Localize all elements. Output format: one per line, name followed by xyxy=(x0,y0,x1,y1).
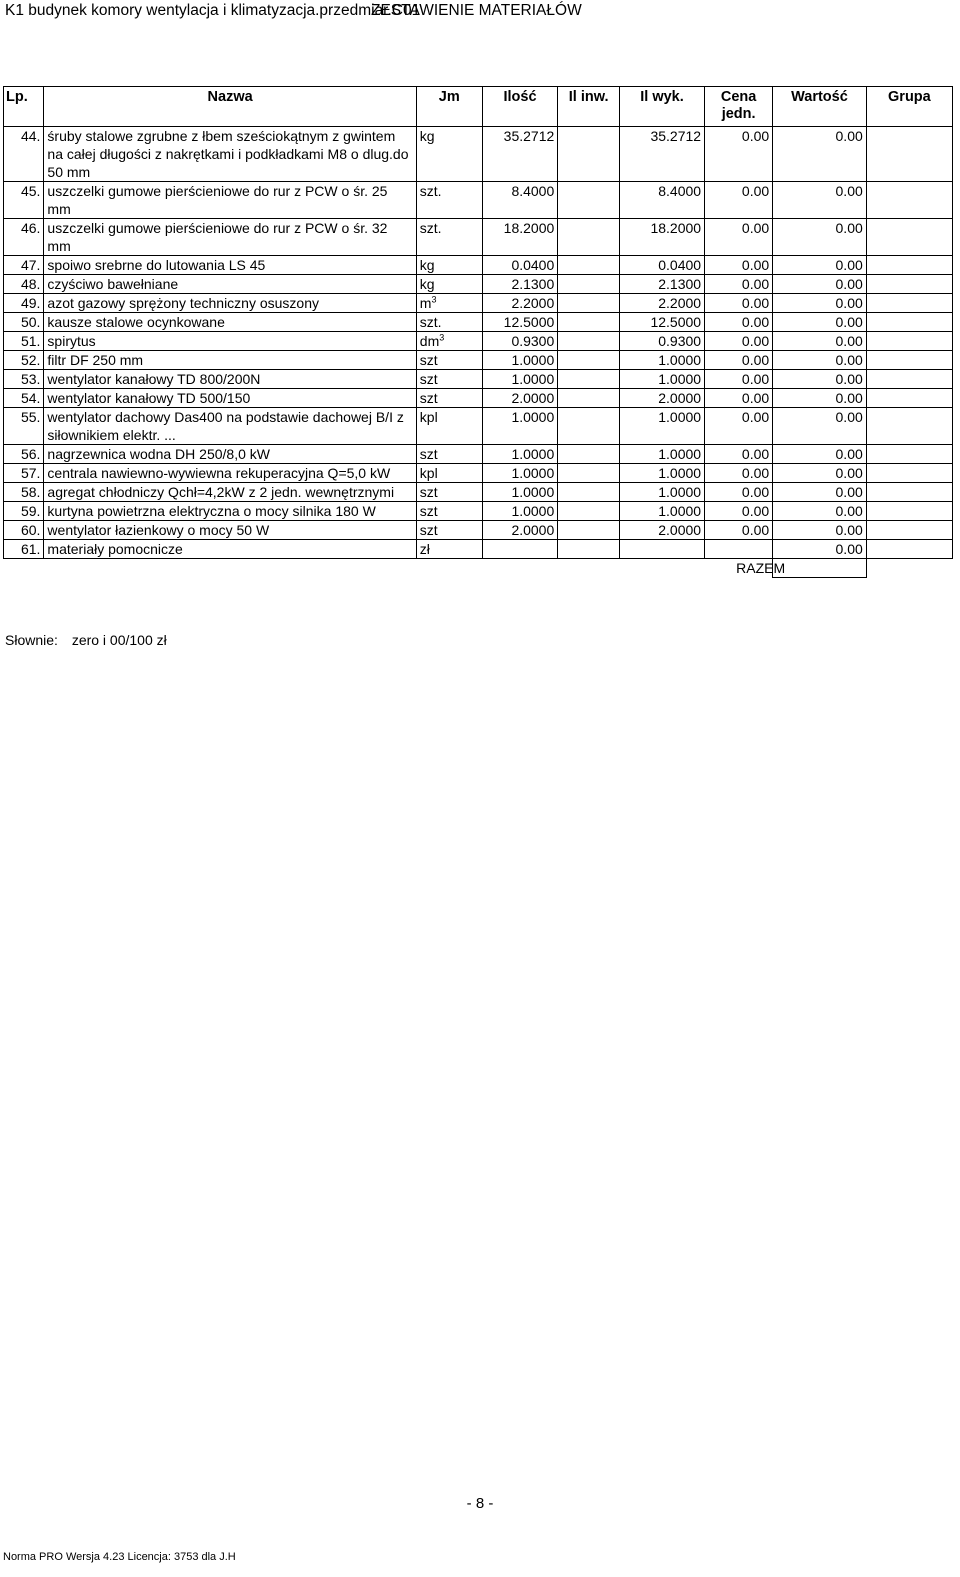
row-quantity: 0.0400 xyxy=(482,256,558,275)
row-lp: 54. xyxy=(4,389,44,408)
row-unit-text: szt xyxy=(419,371,438,387)
row-unit xyxy=(416,445,482,464)
row-name: śruby stalowe zgrubne z łbem sześciokątnym z gwintem na całej długości z nakrętkami i podkładkami M8 o dlug.do 50 mm xyxy=(44,127,416,182)
col-header-nazwa: Nazwa xyxy=(44,87,416,127)
row-lp: 59. xyxy=(4,502,44,521)
row-group xyxy=(866,540,952,559)
row-il-wyk: 1.0000 xyxy=(619,351,704,370)
row-quantity: 2.2000 xyxy=(482,294,558,313)
row-name: agregat chłodniczy Qchł=4,2kW z 2 jedn. wewnętrznymi xyxy=(44,483,416,502)
table-row xyxy=(4,408,953,445)
row-lp: 60. xyxy=(4,521,44,540)
row-il-wyk: 2.0000 xyxy=(619,521,704,540)
row-name: wentylator kanałowy TD 800/200N xyxy=(44,370,416,389)
row-lp: 50. xyxy=(4,313,44,332)
row-name: kausze stalowe ocynkowane xyxy=(44,313,416,332)
total-row xyxy=(4,559,953,578)
row-unit-price: 0.00 xyxy=(705,182,773,219)
row-quantity: 1.0000 xyxy=(482,483,558,502)
row-value: 0.00 xyxy=(773,256,867,275)
table-row xyxy=(4,219,953,256)
row-il-inw xyxy=(558,256,620,275)
row-quantity: 1.0000 xyxy=(482,408,558,445)
row-quantity xyxy=(482,540,558,559)
row-lp: 55. xyxy=(4,408,44,445)
row-lp: 58. xyxy=(4,483,44,502)
row-unit-text: szt xyxy=(419,503,438,519)
row-unit xyxy=(416,313,482,332)
row-unit xyxy=(416,219,482,256)
row-unit xyxy=(416,370,482,389)
section-title: ZESTAWIENIE MATERIAŁÓW xyxy=(371,2,582,19)
table-row xyxy=(4,502,953,521)
row-quantity: 18.2000 xyxy=(482,219,558,256)
row-unit-text: szt xyxy=(419,352,438,368)
row-value: 0.00 xyxy=(773,389,867,408)
row-value: 0.00 xyxy=(773,127,867,182)
row-lp: 49. xyxy=(4,294,44,313)
row-unit xyxy=(416,127,482,182)
materials-table xyxy=(3,86,953,578)
row-value: 0.00 xyxy=(773,370,867,389)
row-unit-text: szt xyxy=(419,484,438,500)
row-il-wyk: 2.2000 xyxy=(619,294,704,313)
row-group xyxy=(866,313,952,332)
col-header-wartosc: Wartość xyxy=(773,87,867,127)
row-name: czyściwo bawełniane xyxy=(44,275,416,294)
row-il-inw xyxy=(558,182,620,219)
table-row xyxy=(4,275,953,294)
row-value: 0.00 xyxy=(773,275,867,294)
row-unit xyxy=(416,332,482,351)
total-value xyxy=(773,559,867,578)
table-row xyxy=(4,464,953,483)
row-il-wyk: 1.0000 xyxy=(619,408,704,445)
row-unit xyxy=(416,351,482,370)
row-value: 0.00 xyxy=(773,445,867,464)
row-il-wyk: 12.5000 xyxy=(619,313,704,332)
table-row xyxy=(4,313,953,332)
table-row xyxy=(4,182,953,219)
row-group xyxy=(866,370,952,389)
row-quantity: 1.0000 xyxy=(482,445,558,464)
row-group xyxy=(866,521,952,540)
row-unit-price: 0.00 xyxy=(705,275,773,294)
row-value: 0.00 xyxy=(773,483,867,502)
table-row xyxy=(4,445,953,464)
total-label-cell xyxy=(705,559,786,578)
row-value: 0.00 xyxy=(773,521,867,540)
row-unit-price: 0.00 xyxy=(705,127,773,182)
col-header-ilosc: Ilość xyxy=(482,87,558,127)
row-lp: 51. xyxy=(4,332,44,351)
row-unit-price: 0.00 xyxy=(705,408,773,445)
row-il-inw xyxy=(558,370,620,389)
row-value: 0.00 xyxy=(773,332,867,351)
row-lp: 56. xyxy=(4,445,44,464)
row-il-inw xyxy=(558,408,620,445)
row-unit xyxy=(416,294,482,313)
document-header xyxy=(5,2,955,26)
row-il-inw xyxy=(558,464,620,483)
amount-in-words-label: Słownie: xyxy=(5,632,58,648)
row-unit xyxy=(416,502,482,521)
table-row xyxy=(4,521,953,540)
row-lp: 45. xyxy=(4,182,44,219)
row-il-inw xyxy=(558,351,620,370)
amount-in-words-value: zero i 00/100 zł xyxy=(71,632,167,648)
row-value: 0.00 xyxy=(773,540,867,559)
row-unit-text: kpl xyxy=(419,465,438,481)
row-il-inw xyxy=(558,219,620,256)
row-group xyxy=(866,464,952,483)
row-unit-price: 0.00 xyxy=(705,483,773,502)
row-unit-price: 0.00 xyxy=(705,332,773,351)
row-unit-price: 0.00 xyxy=(705,219,773,256)
row-il-inw xyxy=(558,313,620,332)
row-il-inw xyxy=(558,502,620,521)
row-il-wyk: 1.0000 xyxy=(619,445,704,464)
row-value: 0.00 xyxy=(773,502,867,521)
col-header-cena: Cena jedn. xyxy=(705,87,773,127)
row-il-inw xyxy=(558,540,620,559)
row-quantity: 2.0000 xyxy=(482,521,558,540)
row-unit xyxy=(416,275,482,294)
row-group xyxy=(866,351,952,370)
row-unit xyxy=(416,182,482,219)
row-value: 0.00 xyxy=(773,294,867,313)
row-il-wyk xyxy=(619,540,704,559)
row-il-wyk: 35.2712 xyxy=(619,127,704,182)
row-unit-text: szt. xyxy=(419,314,442,330)
row-name: spoiwo srebrne do lutowania LS 45 xyxy=(44,256,416,275)
row-unit-text: kg xyxy=(419,128,435,144)
row-unit-price: 0.00 xyxy=(705,313,773,332)
row-unit-price: 0.00 xyxy=(705,521,773,540)
document-title: K1 budynek komory wentylacja i klimatyzacja.przedmiar.C01 xyxy=(5,2,421,19)
row-value: 0.00 xyxy=(773,351,867,370)
row-unit xyxy=(416,540,482,559)
row-il-inw xyxy=(558,275,620,294)
row-il-wyk: 18.2000 xyxy=(619,219,704,256)
row-name: wentylator kanałowy TD 500/150 xyxy=(44,389,416,408)
table-row xyxy=(4,256,953,275)
col-header-jm: Jm xyxy=(416,87,482,127)
row-quantity: 12.5000 xyxy=(482,313,558,332)
row-value: 0.00 xyxy=(773,464,867,483)
row-il-wyk: 2.0000 xyxy=(619,389,704,408)
row-unit xyxy=(416,521,482,540)
row-quantity: 35.2712 xyxy=(482,127,558,182)
row-unit-price: 0.00 xyxy=(705,502,773,521)
row-il-wyk: 1.0000 xyxy=(619,502,704,521)
row-unit-price: 0.00 xyxy=(705,294,773,313)
row-il-inw xyxy=(558,521,620,540)
row-group xyxy=(866,219,952,256)
row-quantity: 0.9300 xyxy=(482,332,558,351)
row-unit-price: 0.00 xyxy=(705,256,773,275)
row-value: 0.00 xyxy=(773,219,867,256)
row-unit-price: 0.00 xyxy=(705,351,773,370)
table-row xyxy=(4,351,953,370)
row-group xyxy=(866,502,952,521)
row-name: kurtyna powietrzna elektryczna o mocy silnika 180 W xyxy=(44,502,416,521)
row-unit-text: kg xyxy=(419,257,435,273)
row-unit-price: 0.00 xyxy=(705,464,773,483)
row-group xyxy=(866,294,952,313)
row-lp: 47. xyxy=(4,256,44,275)
row-quantity: 1.0000 xyxy=(482,370,558,389)
row-unit xyxy=(416,464,482,483)
row-unit-price: 0.00 xyxy=(705,370,773,389)
row-group xyxy=(866,332,952,351)
row-il-inw xyxy=(558,332,620,351)
table-row xyxy=(4,294,953,313)
row-name: spirytus xyxy=(44,332,416,351)
row-unit-text: szt xyxy=(419,522,438,538)
row-unit-text: szt xyxy=(419,446,438,462)
row-il-wyk: 0.9300 xyxy=(619,332,704,351)
row-quantity: 8.4000 xyxy=(482,182,558,219)
row-value: 0.00 xyxy=(773,408,867,445)
col-header-il-wyk: Il wyk. xyxy=(619,87,704,127)
row-unit-price: 0.00 xyxy=(705,445,773,464)
row-unit-exponent: 3 xyxy=(439,332,445,343)
row-group xyxy=(866,408,952,445)
row-unit xyxy=(416,256,482,275)
row-group xyxy=(866,127,952,182)
row-il-wyk: 1.0000 xyxy=(619,483,704,502)
row-name: uszczelki gumowe pierścieniowe do rur z PCW o śr. 32 mm xyxy=(44,219,416,256)
row-il-inw xyxy=(558,445,620,464)
row-il-wyk: 2.1300 xyxy=(619,275,704,294)
page-number: - 8 - xyxy=(466,1495,494,1512)
row-name: wentylator łazienkowy o mocy 50 W xyxy=(44,521,416,540)
table-row xyxy=(4,127,953,182)
row-lp: 46. xyxy=(4,219,44,256)
row-unit-text: kpl xyxy=(419,409,438,425)
total-label: RAZEM xyxy=(736,560,786,576)
row-group xyxy=(866,389,952,408)
row-unit-price xyxy=(705,540,773,559)
row-il-inw xyxy=(558,389,620,408)
row-lp: 61. xyxy=(4,540,44,559)
col-header-grupa: Grupa xyxy=(866,87,952,127)
row-lp: 48. xyxy=(4,275,44,294)
row-name: filtr DF 250 mm xyxy=(44,351,416,370)
row-group xyxy=(866,275,952,294)
row-lp: 57. xyxy=(4,464,44,483)
row-value: 0.00 xyxy=(773,182,867,219)
table-body xyxy=(4,127,953,559)
row-unit-exponent: 3 xyxy=(431,294,437,305)
row-name: centrala nawiewno-wywiewna rekuperacyjna Q=5,0 kW xyxy=(44,464,416,483)
row-unit-text: kg xyxy=(419,276,435,292)
table-header-row xyxy=(4,87,953,127)
row-il-wyk: 1.0000 xyxy=(619,370,704,389)
row-il-wyk: 8.4000 xyxy=(619,182,704,219)
row-name: azot gazowy sprężony techniczny osuszony xyxy=(44,294,416,313)
row-quantity: 2.0000 xyxy=(482,389,558,408)
row-unit xyxy=(416,389,482,408)
row-value: 0.00 xyxy=(773,313,867,332)
row-unit-price: 0.00 xyxy=(705,389,773,408)
row-il-inw xyxy=(558,127,620,182)
row-unit xyxy=(416,483,482,502)
table-row xyxy=(4,370,953,389)
amount-in-words xyxy=(5,632,167,648)
row-group xyxy=(866,182,952,219)
row-quantity: 1.0000 xyxy=(482,464,558,483)
row-unit-text: m xyxy=(419,295,432,311)
row-il-inw xyxy=(558,483,620,502)
row-name: materiały pomocnicze xyxy=(44,540,416,559)
row-il-wyk: 0.0400 xyxy=(619,256,704,275)
row-unit-text: szt. xyxy=(419,183,442,199)
row-unit-text: szt. xyxy=(419,220,442,236)
row-lp: 44. xyxy=(4,127,44,182)
row-group xyxy=(866,483,952,502)
table-row xyxy=(4,332,953,351)
row-quantity: 1.0000 xyxy=(482,351,558,370)
row-il-wyk: 1.0000 xyxy=(619,464,704,483)
row-group xyxy=(866,256,952,275)
table-row xyxy=(4,540,953,559)
row-quantity: 2.1300 xyxy=(482,275,558,294)
row-name: wentylator dachowy Das400 na podstawie dachowej B/I z siłownikiem elektr. ... xyxy=(44,408,416,445)
col-header-lp: Lp. xyxy=(4,87,44,127)
row-unit xyxy=(416,408,482,445)
row-unit-text: szt xyxy=(419,390,438,406)
row-unit-text: zł xyxy=(419,541,430,557)
row-quantity: 1.0000 xyxy=(482,502,558,521)
row-il-inw xyxy=(558,294,620,313)
col-header-il-inw: Il inw. xyxy=(558,87,620,127)
row-lp: 52. xyxy=(4,351,44,370)
row-unit-text: dm xyxy=(419,333,440,349)
row-name: nagrzewnica wodna DH 250/8,0 kW xyxy=(44,445,416,464)
software-footer: Norma PRO Wersja 4.23 Licencja: 3753 dla J.H xyxy=(3,1551,236,1563)
row-name: uszczelki gumowe pierścieniowe do rur z PCW o śr. 25 mm xyxy=(44,182,416,219)
table-row xyxy=(4,389,953,408)
row-group xyxy=(866,445,952,464)
table-row xyxy=(4,483,953,502)
row-lp: 53. xyxy=(4,370,44,389)
